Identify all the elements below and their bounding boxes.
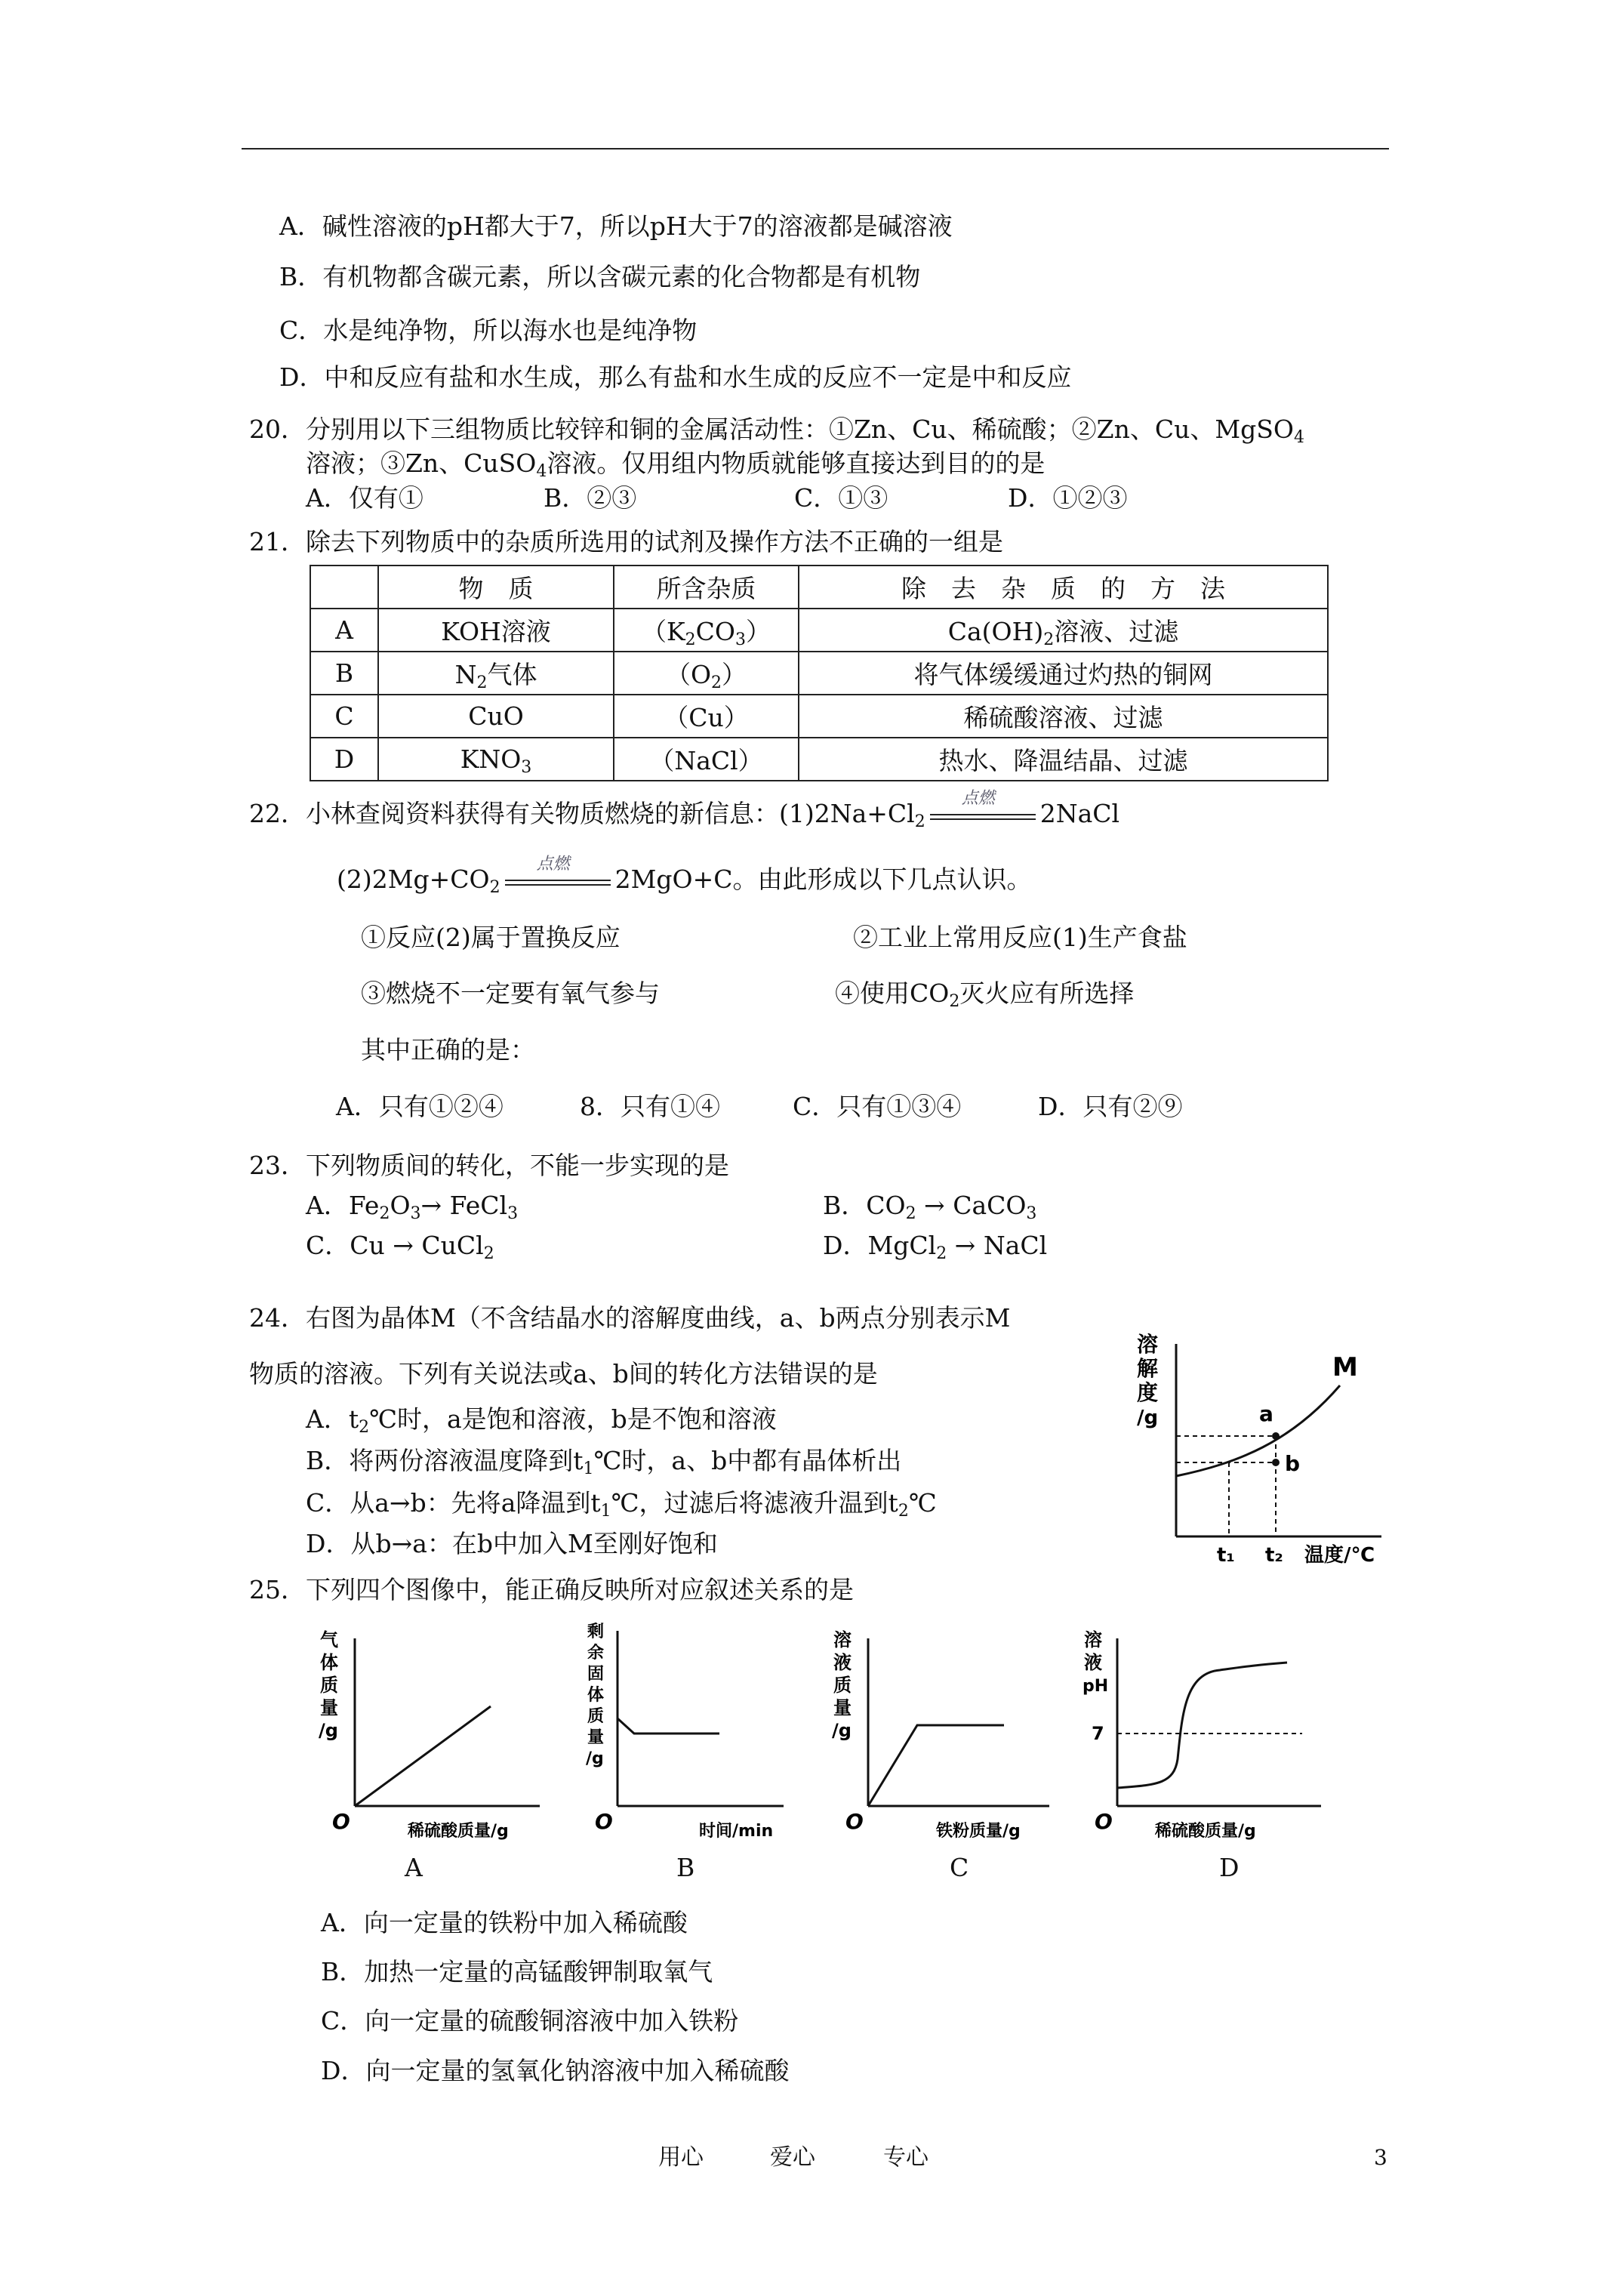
- q21-stem: 21．除去下列物质中的杂质所选用的试剂及操作方法不正确的一组是: [249, 527, 1003, 556]
- q19-option-a: A．碱性溶液的pH都大于7，所以pH大于7的溶液都是碱溶液: [279, 211, 953, 241]
- footer-motto-3: 专心: [883, 2144, 929, 2171]
- q24-stem-line2: 物质的溶液。下列有关说法或a、b间的转化方法错误的是: [249, 1359, 878, 1388]
- q24-option-d: D．从b→a：在b中加入M至刚好饱和: [306, 1529, 718, 1558]
- y-axis-label-char: 溶: [1084, 1629, 1102, 1650]
- q23-stem: 23．下列物质间的转化，不能一步实现的是: [249, 1151, 729, 1180]
- x-axis-label: 铁粉质量/g: [936, 1822, 1021, 1841]
- q20-stem-line2: 溶液；③Zn、CuSO$_4$溶液。仅用组内物质就能够直接达到目的的是: [306, 448, 1046, 481]
- table-row: [310, 609, 1328, 652]
- page-number: 3: [1374, 2145, 1387, 2170]
- graph-d-caption: D: [1219, 1853, 1240, 1882]
- table-row: [310, 652, 1328, 695]
- graph-d: [1072, 1623, 1329, 1842]
- header-rule: [242, 148, 1389, 149]
- y-axis-label-char: 质: [320, 1675, 338, 1696]
- q25-option-a: A．向一定量的铁粉中加入稀硫酸: [321, 1908, 688, 1937]
- y-axis-label-char: 量: [833, 1697, 852, 1718]
- curve-label-m: M: [1332, 1352, 1358, 1382]
- tick-t2: t₂: [1265, 1544, 1283, 1567]
- q19-option-c: C．水是纯净物，所以海水也是纯净物: [279, 316, 698, 345]
- impurity-cell: （NaCl）: [614, 738, 799, 781]
- reaction-equals-sign: 点燃: [930, 799, 1036, 829]
- solubility-curve-graph: [1132, 1329, 1397, 1570]
- q22-ask: 其中正确的是：: [361, 1035, 535, 1065]
- table-header-cell: 所含杂质: [614, 566, 799, 609]
- reaction-equals-sign: 点燃: [505, 864, 611, 895]
- q23-option-b: B．$CO_2$ → CaCO$_3$: [823, 1191, 1037, 1223]
- q20-stem-line1: 20．分别用以下三组物质比较锌和铜的金属活动性：①Zn、Cu、稀硫酸；②Zn、Cu、MgSO$_4$: [249, 415, 1304, 447]
- row-label: A: [310, 609, 378, 652]
- table-header-cell: 物 质: [378, 566, 614, 609]
- tick-t1: t₁: [1217, 1544, 1235, 1567]
- graph-b: [580, 1620, 799, 1847]
- table-row: [310, 738, 1328, 781]
- q20-option-b: B．②③: [544, 483, 637, 513]
- y-axis-label-char: 余: [587, 1644, 605, 1663]
- graph-a: [310, 1623, 559, 1842]
- point-a: [1272, 1432, 1280, 1440]
- q22-statement-3: ③燃烧不一定要有氧气参与: [361, 978, 660, 1008]
- y-axis-label-char: pH: [1083, 1677, 1109, 1696]
- table-row: [310, 695, 1328, 738]
- q22-option-d: D．只有②⑨: [1038, 1092, 1183, 1121]
- point-b-label: b: [1285, 1451, 1301, 1476]
- impurity-cell: $(K_2CO_3)$: [614, 609, 799, 652]
- q20-option-d: D．①②③: [1008, 483, 1128, 513]
- table-header-cell: [310, 566, 378, 609]
- y-axis-label-char: /g: [586, 1749, 604, 1768]
- x-axis-label: 稀硫酸质量/g: [408, 1822, 509, 1841]
- q25-option-c: C．向一定量的硫酸铜溶液中加入铁粉: [321, 2006, 739, 2036]
- substance-cell: $N_2$气体: [378, 652, 614, 695]
- q22-option-c: C．只有①③④: [793, 1092, 962, 1121]
- substance-cell: $KNO_3$: [378, 738, 614, 781]
- q24-option-a: A．$t_2℃$时，a是饱和溶液，b是不饱和溶液: [306, 1404, 777, 1437]
- origin-label: O: [1095, 1809, 1113, 1834]
- impurity-cell: $(O_2)$: [614, 652, 799, 695]
- footer-motto-2: 爱心: [770, 2144, 815, 2171]
- table-header-row: [310, 566, 1328, 609]
- graph-b-caption: B: [676, 1853, 695, 1882]
- impurity-cell: （Cu）: [614, 695, 799, 738]
- method-cell: 将气体缓缓通过灼热的铜网: [799, 652, 1328, 695]
- y-axis-label-char: /g: [1137, 1407, 1159, 1429]
- q25-option-d: D．向一定量的氢氧化钠溶液中加入稀硫酸: [321, 2056, 790, 2085]
- y-axis-label-char: 度: [1137, 1380, 1159, 1405]
- row-label: B: [310, 652, 378, 695]
- q23-option-c: C．Cu → CuCl$_2$: [306, 1231, 494, 1263]
- y-axis-label-char: 体: [587, 1686, 605, 1705]
- q24-option-c: C．从a→b：先将a降温到$t_1℃$，过滤后将滤液升温到$t_2℃$: [306, 1488, 937, 1521]
- x-axis-label: 时间/min: [699, 1822, 774, 1841]
- y-axis-label-char: 质: [587, 1707, 605, 1726]
- y-axis-label-char: 剩: [587, 1623, 605, 1641]
- q19-option-b: B．有机物都含碳元素，所以含碳元素的化合物都是有机物: [279, 262, 921, 291]
- data-line: [355, 1706, 491, 1806]
- origin-label: O: [332, 1809, 350, 1834]
- substance-cell: KOH溶液: [378, 609, 614, 652]
- q24-stem-line1: 24．右图为晶体M（不含结晶水的溶解度曲线，a、b两点分别表示M: [249, 1303, 1011, 1333]
- y-axis-label-char: 液: [833, 1652, 852, 1673]
- y-axis-label-char: 溶: [1137, 1332, 1159, 1357]
- point-a-label: a: [1259, 1401, 1273, 1426]
- q22-statement-4: ④使用$CO_2$灭火应有所选择: [835, 978, 1135, 1011]
- method-cell: 稀硫酸溶液、过滤: [799, 695, 1328, 738]
- q22-equation-2: $(2)2Mg+CO_2$ 点燃 2MgO+C。由此形成以下几点认识。: [337, 855, 1032, 897]
- solubility-curve-m: [1176, 1385, 1340, 1476]
- y-axis-label-char: /g: [319, 1720, 338, 1741]
- q25-stem: 25．下列四个图像中，能正确反映所对应叙述关系的是: [249, 1575, 854, 1604]
- q22-statement-1: ①反应(2)属于置换反应: [361, 923, 621, 952]
- y-axis-label-char: 固: [587, 1665, 605, 1684]
- x-axis-label: 温度/℃: [1304, 1544, 1375, 1567]
- y-axis-label-char: 质: [833, 1675, 852, 1696]
- data-line: [868, 1725, 1004, 1806]
- q23-option-a: A．$Fe_2O_3\to$ FeCl$_3$: [306, 1191, 519, 1223]
- graph-c: [823, 1623, 1064, 1842]
- row-label: C: [310, 695, 378, 738]
- y-axis-label-char: 量: [320, 1697, 338, 1718]
- footer-motto-1: 用心: [658, 2144, 704, 2171]
- q24-option-b: B．将两份溶液温度降到$t_1℃$时，a、b中都有晶体析出: [306, 1446, 902, 1478]
- y-axis-label-char: /g: [832, 1720, 852, 1741]
- origin-label: O: [595, 1809, 613, 1834]
- q23-option-d: D．MgCl$_2$ → NaCl: [823, 1231, 1048, 1263]
- substance-cell: CuO: [378, 695, 614, 738]
- y-axis-label-char: 气: [320, 1629, 338, 1650]
- y-axis-label-char: 溶: [833, 1629, 852, 1650]
- method-cell: $Ca(OH)_2$溶液、过滤: [799, 609, 1328, 652]
- ph7-tick-label: 7: [1092, 1723, 1104, 1744]
- y-axis-label-char: 解: [1137, 1356, 1159, 1381]
- q22-stem: 22．小林查阅资料获得有关物质燃烧的新信息：$(1)2Na+Cl_2$ 点燃 2NaCl: [249, 789, 1120, 831]
- q22-option-a: A．只有①②④: [336, 1092, 504, 1121]
- method-cell: 热水、降温结晶、过滤: [799, 738, 1328, 781]
- q20-option-a: A．仅有①: [306, 483, 423, 513]
- y-axis-label-char: 液: [1084, 1652, 1102, 1673]
- q25-option-b: B．加热一定量的高锰酸钾制取氧气: [321, 1957, 713, 1986]
- data-line: [1117, 1663, 1287, 1788]
- point-b: [1272, 1459, 1280, 1466]
- graph-c-caption: C: [950, 1853, 969, 1882]
- y-axis-label-char: 量: [587, 1728, 605, 1747]
- origin-label: O: [845, 1809, 864, 1834]
- q20-option-c: C．①③: [794, 483, 888, 513]
- q22-statement-2: ②工业上常用反应(1)生产食盐: [853, 923, 1187, 952]
- q21-table: [310, 565, 1329, 781]
- row-label: D: [310, 738, 378, 781]
- graph-a-caption: A: [405, 1853, 423, 1882]
- q19-option-d: D．中和反应有盐和水生成，那么有盐和水生成的反应不一定是中和反应: [279, 362, 1072, 392]
- q22-option-b: 8．只有①④: [580, 1092, 720, 1121]
- x-axis-label: 稀硫酸质量/g: [1155, 1822, 1256, 1841]
- data-line: [617, 1718, 719, 1734]
- y-axis-label-char: 体: [320, 1652, 338, 1673]
- table-header-cell: 除 去 杂 质 的 方 法: [799, 566, 1328, 609]
